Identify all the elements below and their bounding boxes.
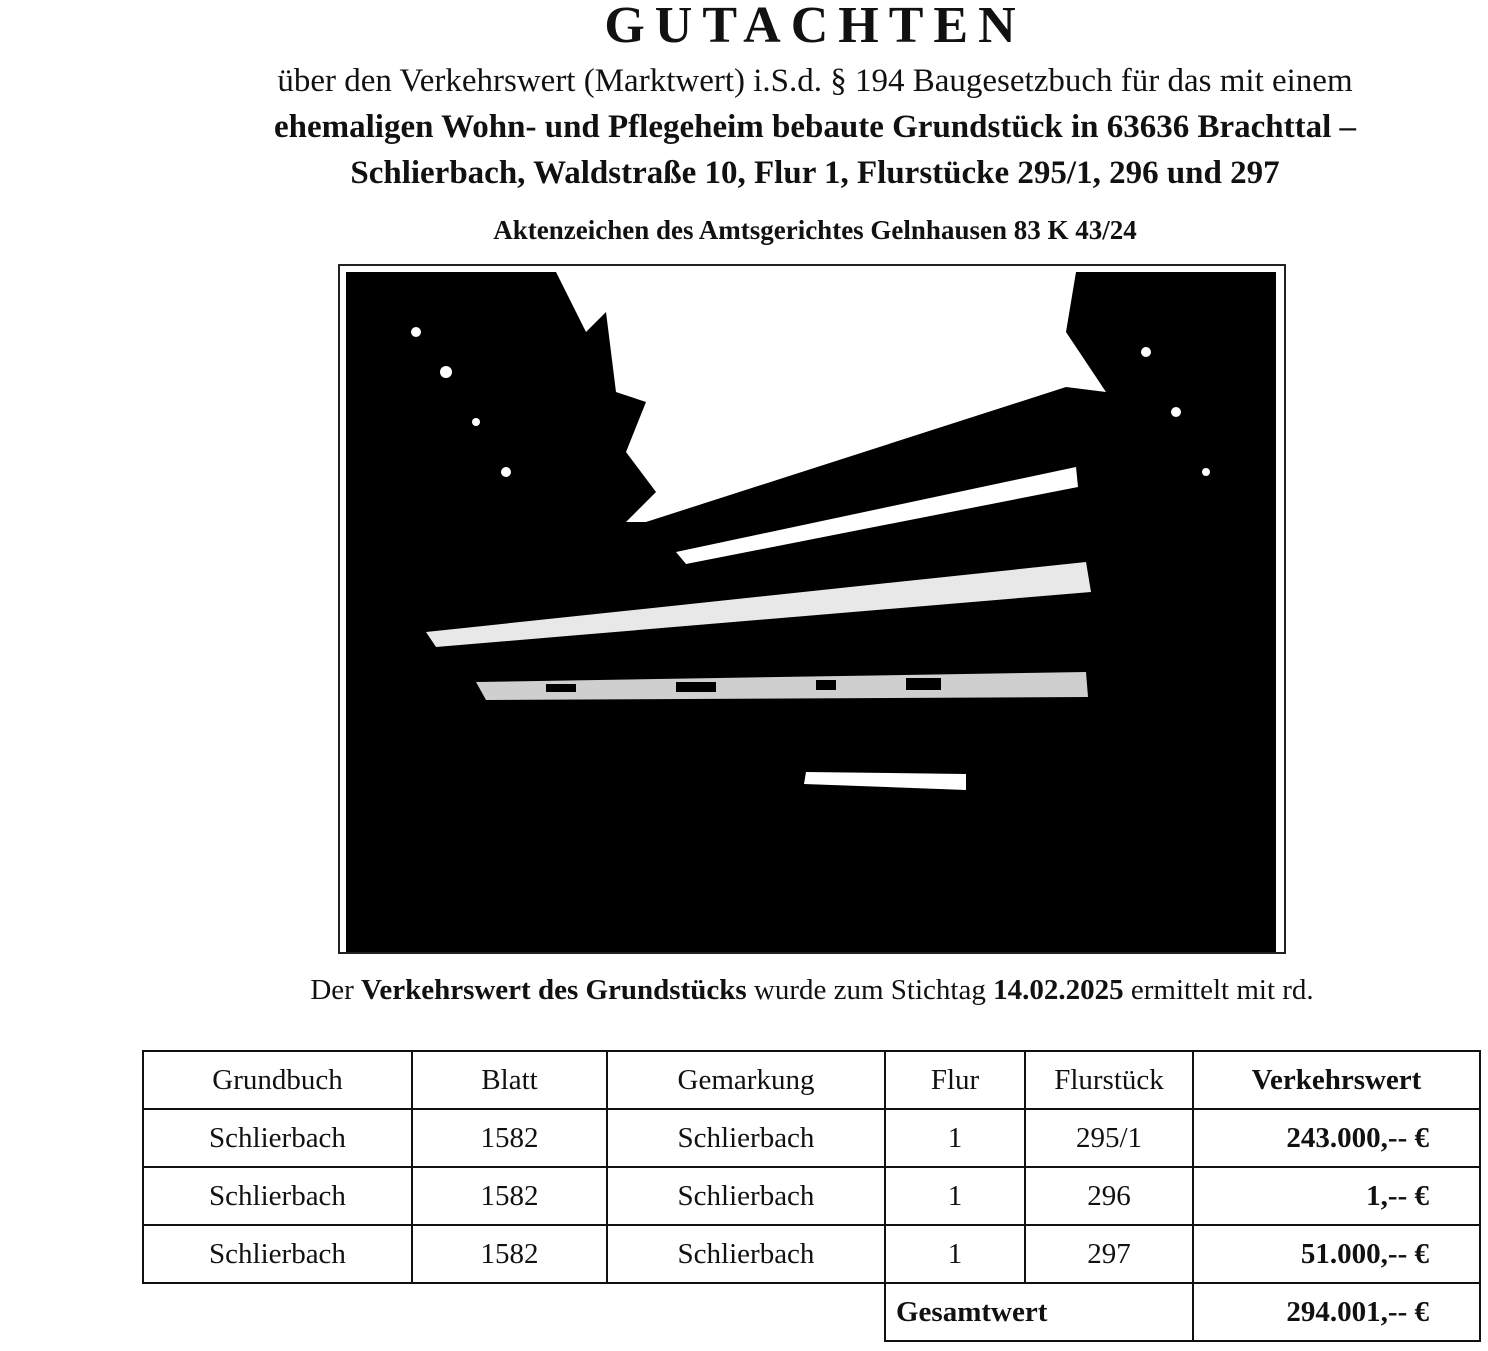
cell-gemarkung: Schlierbach [607, 1225, 885, 1283]
header-blatt: Blatt [412, 1051, 607, 1109]
cell-blatt: 1582 [412, 1109, 607, 1167]
document-title: GUTACHTEN [604, 0, 1026, 54]
cell-verkehrswert: 51.000,-- € [1193, 1225, 1480, 1283]
table-header-row [143, 1051, 1480, 1109]
statement-bold: Verkehrswert des Grundstücks [361, 974, 747, 1006]
statement-date: 14.02.2025 [993, 974, 1124, 1006]
aktenzeichen: Aktenzeichen des Amtsgerichtes Gelnhausen 83 K 43/24 [493, 215, 1137, 245]
cell-gemarkung: Schlierbach [607, 1109, 885, 1167]
subtitle-line-3: Schlierbach, Waldstraße 10, Flur 1, Flurstücke 295/1, 296 und 297 [350, 155, 1280, 191]
statement-middle: wurde zum Stichtag [746, 974, 994, 1006]
header-grundbuch: Grundbuch [143, 1051, 412, 1109]
cell-grundbuch: Schlierbach [143, 1225, 412, 1283]
total-label: Gesamtwert [885, 1283, 1193, 1341]
cell-flur: 1 [885, 1167, 1025, 1225]
header-verkehrswert: Verkehrswert [1193, 1051, 1480, 1109]
cell-blatt: 1582 [412, 1167, 607, 1225]
cell-gemarkung: Schlierbach [607, 1167, 885, 1225]
statement-prefix: Der [310, 974, 362, 1006]
cell-grundbuch: Schlierbach [143, 1109, 412, 1167]
valuation-table [142, 1050, 1481, 1342]
total-value: 294.001,-- € [1193, 1283, 1480, 1341]
total-row [143, 1283, 1480, 1341]
statement-suffix: ermittelt mit rd. [1123, 974, 1314, 1006]
subtitle-line-1: über den Verkehrswert (Marktwert) i.S.d. § 194 Baugesetzbuch für das mit einem [277, 63, 1353, 99]
table-row [143, 1167, 1480, 1225]
cell-verkehrswert: 243.000,-- € [1193, 1109, 1480, 1167]
property-photo [338, 264, 1286, 954]
cell-flurstueck: 295/1 [1025, 1109, 1193, 1167]
cell-blatt: 1582 [412, 1225, 607, 1283]
cell-flur: 1 [885, 1109, 1025, 1167]
valuation-statement [0, 970, 1488, 1010]
building-photo-illustration [346, 272, 1276, 952]
header-flurstueck: Flurstück [1025, 1051, 1193, 1109]
cell-flurstueck: 297 [1025, 1225, 1193, 1283]
table-row [143, 1225, 1480, 1283]
table-row [143, 1109, 1480, 1167]
subtitle-line-2: ehemaligen Wohn- und Pflegeheim bebaute Grundstück in 63636 Brachttal – [273, 109, 1357, 145]
cell-verkehrswert: 1,-- € [1193, 1167, 1480, 1225]
cell-grundbuch: Schlierbach [143, 1167, 412, 1225]
cell-flurstueck: 296 [1025, 1167, 1193, 1225]
header-flur: Flur [885, 1051, 1025, 1109]
header-gemarkung: Gemarkung [607, 1051, 885, 1109]
cell-flur: 1 [885, 1225, 1025, 1283]
